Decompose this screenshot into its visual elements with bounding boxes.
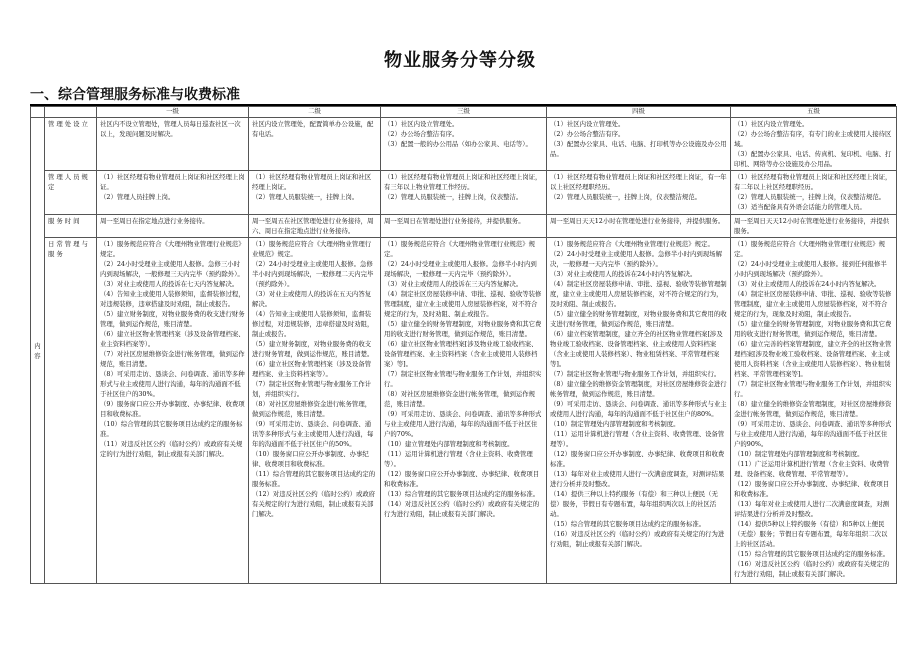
table-cell	[731, 238, 897, 584]
cell-line: （3）对业主或使用人的投诉在24小时内答复解决。	[550, 270, 697, 278]
cell-line: （2）管理人员服装统一，挂牌上岗，仪表整洁。	[384, 193, 523, 201]
page-title: 物业服务分等分级	[384, 50, 536, 71]
cell-line: （13）每年对业主或使用人进行二次满意度调查，对测评结果进行分析并及时整改。	[734, 500, 890, 518]
cell-line: （5）建立健全的财务管理制度，对物业服务费和其它费用的收支进行财务管理，做到运作规范，账目清楚。	[734, 320, 892, 338]
cell-line: （2）管理人员服装统一，挂牌上岗。	[252, 193, 359, 201]
cell-line: （4）告知业主或使用人装修须知，监督装修过程，对违规装修，违章搭建及时劝阻，制止或报告。	[252, 310, 374, 338]
cell-line: （2）24小时受理业主或使用人报修。急修半小时内到现场解决，一般修理一天内完毕（预约除外）。	[384, 260, 537, 278]
cell-line: （6）建立社区物业管理档案（涉及设备管理档案、业主资料档案等）。	[100, 330, 245, 348]
cell-line: （4）制定社区房屋装修申请、审批、巡视、验收等装修管理制度，建立业主或使用人房屋装修档案，对不符合规定的行为，现象及时劝阻，制止或报告。	[734, 290, 892, 318]
row-label: 管理人员规定	[45, 171, 97, 215]
table-cell	[731, 171, 897, 215]
cell-line: （1）服务规范应符合《大理州物业管理行业规范》规定。	[550, 240, 714, 248]
table-cell	[731, 118, 897, 171]
cell-line: （1）服务规范应符合《大理州物业管理行业规范》规定。	[384, 240, 536, 258]
cell-line: （4）告知业主或使用人装修须知，监督装修过程，对违规装修，违章搭建及时劝阻，制止或报告。	[100, 290, 245, 308]
table-cell	[249, 238, 381, 584]
cell-line: （3）配置办公家具、电话、传真机、复印机、电脑、打印机、网络等办公设施及办公用品。	[734, 150, 892, 168]
cell-line: （11）对违反社区公约（临时公约）或政府有关规定的行为进行劝阻，制止或报有关部门解决。	[100, 440, 243, 458]
table-row	[31, 215, 897, 238]
cell-line: （12）服务窗口应公开办事制度、办事纪律、收费项目和收费标准。	[384, 470, 540, 488]
row-label: 服务时间	[45, 215, 97, 238]
cell-line: （12）服务窗口应公开办事制度、办事纪律、收费项目和收费标准。	[734, 480, 890, 498]
cell-line: 周一至周日在指定地点进行业务接待。	[100, 217, 209, 225]
table-row	[31, 171, 897, 215]
cell-line: （16）对违反社区公约（临时公约）或政府有关规定的行为进行劝阻，制止或报有关部门解决。	[550, 530, 725, 548]
cell-line: （9）可采用走访、恳谈会、问卷调查、通讯等多种形式与业主或使用人进行沟通，每年的沟通面不低于社区住户的70%。	[384, 410, 542, 438]
grade-header: 三级	[381, 107, 547, 118]
table-cell	[249, 118, 381, 171]
cell-line: （5）建立健全的财务管理制度，对物业服务费和其它费用的收支进行财务管理，做到运作规范，账目清楚。	[384, 320, 542, 338]
grade-header: 二级	[249, 107, 381, 118]
cell-line: （3）配置办公家具、电话、电脑、打印机等办公设施及办公用品。	[550, 140, 727, 158]
table-cell	[381, 118, 547, 171]
cell-line: （1）社区经理有物业管理员上岗证和社区经理上岗证。	[252, 173, 372, 191]
cell-line: （2）24小时受理业主或使用人报修。急修半小时内到现场解决，一般修理一天内完毕（预约除外）。	[550, 250, 722, 268]
cell-line: （1）服务规范应符合《大理州物业管理行业规范》规定。	[100, 240, 245, 258]
cell-line: （8）建立健全的维修资金管理制度，对社区房屋维修资金进行帐务管理，做到运作规范，账目清楚。	[734, 400, 892, 418]
table-cell	[249, 215, 381, 238]
cell-line: （1）社区经理有物业管理员上岗证和社区经理上岗证，有三年以上物业管理工作经历。	[384, 173, 542, 191]
table-cell	[249, 171, 381, 215]
table-row	[31, 118, 897, 171]
cell-line: （5）建立财务制度，对物业服务费的收支进行财务管理，做到运作规范，账目清楚。	[252, 340, 374, 358]
table-cell	[547, 238, 731, 584]
cell-line: （2）24小时受理业主或使用人报修。急修三小时内到现场解决，一般修理三天内完毕（预约除外）。	[100, 260, 244, 278]
cell-line: （5）建立健全的财务管理制度，对物业服务费和其它费用的收支进行财务管理，做到运作规范，账目清楚。	[550, 310, 727, 328]
cell-line: （2）管理人员服装统一，挂牌上岗，仪表整洁规范。	[550, 193, 702, 201]
cell-line: （8）对社区房屋维修资金进行帐务管理，做到运作规范，账目清楚。	[252, 400, 372, 418]
cell-line: （9）可采用走访、恳谈会、问卷调查、通讯等多种形式与业主或使用人进行沟通，每年的沟通面不低于社区住户的80%。	[550, 400, 727, 418]
cell-line: （1）社区经理有物业管理员上岗证和社区经理上岗证。	[100, 173, 245, 191]
cell-line: （6）建立社区物业管理档案（涉及设备管理档案、业主资料档案等）。	[252, 360, 372, 378]
cell-line: （11）运用计算机进行管理（含业主资料、收费管理、设备管理等）。	[550, 430, 725, 448]
table-cell	[97, 171, 249, 215]
cell-line: （9）可采用走访、恳谈会、问卷调查、通讯等多种形式与业主或使用人进行沟通，每年的沟通面不低于社区住户的50%。	[252, 420, 374, 448]
table-cell	[381, 238, 547, 584]
table-cell	[97, 215, 249, 238]
cell-line: （14）提供5种以上特约服务（有偿）和5种以上便民（无偿）服务；节假日有专题布置，每年年组织二次以上的社区活动。	[734, 520, 888, 548]
section-title: 一、综合管理服务标准与收费标准	[30, 87, 240, 103]
service-standards-table	[30, 106, 897, 584]
table-cell	[97, 118, 249, 171]
grade-header: 四级	[547, 107, 731, 118]
cell-line: （3）适当配备具有外语会话能力的管理人员。	[734, 203, 866, 211]
cell-line: （1）服务规范应符合《大理州物业管理行业规范》规定。	[734, 240, 886, 258]
cell-line: （12）服务窗口应公开办事制度、办事纪律、收费项目和收费标准。	[550, 450, 725, 468]
cell-line: （7）制定社区物业管理与物业服务工作计划，并组织实行。	[550, 370, 721, 378]
cell-line: （2）管理人员挂牌上岗。	[100, 193, 175, 201]
cell-line: （15）综合管理的其它服务项目达成约定的服务标准。	[734, 550, 890, 558]
cell-line: （9）可采用走访、恳谈会、问卷调查、通讯等多种形式与业主或使用人进行沟通，每年的沟通面不低于社区住户的90%。	[734, 420, 892, 448]
table-row	[31, 238, 897, 584]
cell-line: （2）办公场合整洁有序，有专门的业主或使用人接待区域。	[734, 130, 892, 148]
cell-line: （10）服务窗口应公开办事制度、办事纪律、收费项目和收费标准。	[252, 450, 369, 468]
cell-line: （1）社区内设立管理处。	[384, 120, 459, 128]
cell-line: （10）建立管理处内部管理制度和考核制度。	[384, 440, 514, 448]
corner-cell	[45, 107, 97, 118]
cell-line: （16）对违反社区公约（临时公约）或政府有关规定的行为进行劝阻，制止或报有关部门解决。	[734, 560, 890, 578]
cell-line: （10）综合管理的其它服务项目达成约定的服务标准。	[100, 420, 243, 438]
cell-line: （5）建立财务制度，对物业服务费的收支进行财务管理，做到运作规范，账目清楚。	[100, 310, 245, 328]
cell-line: （11）综合管理的其它服务项目达成约定的服务标准。	[252, 470, 376, 488]
cell-line: （1）社区内设立管理处。	[550, 120, 625, 128]
table-cell	[381, 215, 547, 238]
cell-line: （8）对社区房屋维修资金进行帐务管理，做到运作规范，账目清楚。	[384, 390, 536, 408]
cell-line: 周一至周日在管理处进行业务接待，并提供服务。	[384, 217, 525, 225]
cell-line: （3）对业主或使用人的投诉在三天内答复解决。	[384, 280, 523, 288]
grade-header: 一级	[97, 107, 249, 118]
cell-line: （4）制定社区房屋装修申请、审批、巡视、验收等装修管理制度，建立业主或使用人房屋装修档案，对不符合规定的行为，及时劝阻、制止或报告。	[384, 290, 542, 318]
corner-cell	[31, 107, 45, 118]
cell-line: （1）社区经理有物业管理员上岗证和社区经理上岗证，有二年以上社区经理职经历。	[734, 173, 892, 191]
cell-line: 周一至周日天天12小时在管理处进行业务接待，并提供服务。	[734, 217, 890, 235]
cell-line: （12）对违反社区公约（临时公约）或政府有关规定的行为进行劝阻，制止或报有关部门解决。	[252, 490, 376, 518]
cell-line: （14）对违反社区公约（临时公约）或政府有关规定的行为进行劝阻，制止或报有关部门解决。	[384, 500, 540, 518]
cell-line: （6）建立档案管理制度，建立齐全的社区物业管理档案[涉及物业竣工验收档案、设备管理档案、业主或使用人资料档案（含业主或使用人装修档案）、物业租赁档案、平常管理档案等]。	[550, 330, 723, 368]
row-label: 日常管理与服务	[45, 238, 97, 584]
cell-line: （10）制定管理处内部管理制度和考核制度。	[734, 450, 864, 458]
cell-line: （6）建立完善的档案管理制度，建立齐全的社区物业管理档案[涉及物业竣工验收档案、设备管理档案、业主或使用人资料档案（含业主或使用人装修档案）、物业租赁档案、平常管理档案等]。	[734, 340, 892, 378]
cell-line: （15）综合管理的其它服务项目达成约定的服务标准。	[550, 520, 706, 528]
cell-line: （13）综合管理的其它服务项目达成约定的服务标准。	[384, 490, 540, 498]
grade-header: 五级	[731, 107, 897, 118]
cell-line: （2）24小时受理业主或使用人报修。接到任何报修半小时内到现场解决（预约除外）。	[734, 260, 887, 278]
table-cell	[381, 171, 547, 215]
row-label: 管理处设立	[45, 118, 97, 171]
cell-line: 社区内设立管理处，配置简单办公设施，配有电话。	[252, 120, 374, 138]
cell-line: （3）配置一般的办公用品（如办公家具、电话等）。	[384, 140, 532, 148]
cell-line: （7）对社区房屋维修资金进行帐务管理，做到运作规范，账目清楚。	[100, 350, 245, 368]
cell-line: （1）社区内设立管理处。	[734, 120, 809, 128]
side-label: 内容	[31, 118, 45, 584]
cell-line: （3）对业主或使用人的投诉在七天内答复解决。	[100, 280, 239, 288]
cell-line: （11）运用计算机进行管理（含业主资料、收费管理等）。	[384, 450, 533, 468]
cell-line: （2）管理人员服装统一，挂牌上岗，仪表整洁规范。	[734, 193, 886, 201]
cell-line: （3）对业主或使用人的投诉在24小时内答复解决。	[734, 280, 881, 288]
cell-line: 社区内不设立管理处，管理人员每日巡查社区一次以上，发现问题及时解决。	[100, 120, 241, 138]
table-cell	[547, 171, 731, 215]
cell-line: （1）社区经理有物业管理员上岗证和社区经理上岗证，有一年以上社区经理职经历。	[550, 173, 727, 191]
cell-line: （13）每年对业主或使用人进行一次满意度调查，对测评结果进行分析并及时整改。	[550, 470, 725, 488]
cell-line: （8）可采用走访、恳谈会、问卷调查、通讯等多种形式与业主或使用人进行沟通，每年的沟通面不低于社区住户的30%。	[100, 370, 245, 398]
cell-line: （7）制定社区物业管理与物业服务工作计划，并组织实行。	[734, 380, 892, 398]
table-cell	[547, 215, 731, 238]
cell-line: （14）提供三种以上特约服务（有偿）和三种以上便民（无偿）服务，节假日有专题布置，每年组织两次以上的社区活动。	[550, 490, 718, 518]
cell-line: （1）服务规范应符合《大理州物业管理行业规范》规定。	[252, 240, 372, 258]
cell-line: （3）对业主或使用人的投诉在五天内答复解决。	[252, 290, 372, 308]
grade-header-row	[31, 107, 897, 118]
cell-line: （2）办公场合整洁有序。	[384, 130, 459, 138]
table-cell	[97, 238, 249, 584]
cell-line: （2）24小时受理业主或使用人报修。急修半小时内到现场解决，一般修理二天内完毕（预约除外）。	[252, 260, 374, 288]
cell-line: （4）制定社区房屋装修申请、审批、巡视、验收等装修管理制度，建立业主或使用人房屋装修档案，对不符合规定的行为，及时劝阻、制止或报告。	[550, 280, 727, 308]
cell-line: （2）办公场合整洁有序。	[550, 130, 625, 138]
cell-line: （6）建立社区物业管理档案[涉及物业竣工验收档案、设备管理档案、业主资料档案（含业主或使用人装修档案）等]。	[384, 340, 538, 368]
table-cell	[731, 215, 897, 238]
cell-line: （10）制定管理处内部管理制度和考核制度。	[550, 420, 680, 428]
cell-line: （7）制定社区物业管理与物业服务工作计划，并组织实行。	[384, 370, 542, 388]
cell-line: （7）制定社区物业管理与物业服务工作计划，并组织实行。	[252, 380, 372, 398]
cell-line: （11）广泛运用计算机进行管理（含业主资料、收费管理、设备档案、收费管理、平常管理等）。	[734, 460, 890, 478]
cell-line: 周一至周日天天12小时在管理处进行业务接待，并提供服务。	[550, 217, 725, 225]
cell-line: （9）服务窗口应公开办事制度、办事纪律、收费项目和收费标准。	[100, 400, 245, 418]
cell-line: 周一至周五在社区管理处进行业务接待，周六、周日在指定地点进行业务接待。	[252, 217, 374, 235]
table-cell	[547, 118, 731, 171]
cell-line: （8）建立健全的维修资金管理制度，对社区房屋维修资金进行帐务管理，做到运作规范，账目清楚。	[550, 380, 727, 398]
